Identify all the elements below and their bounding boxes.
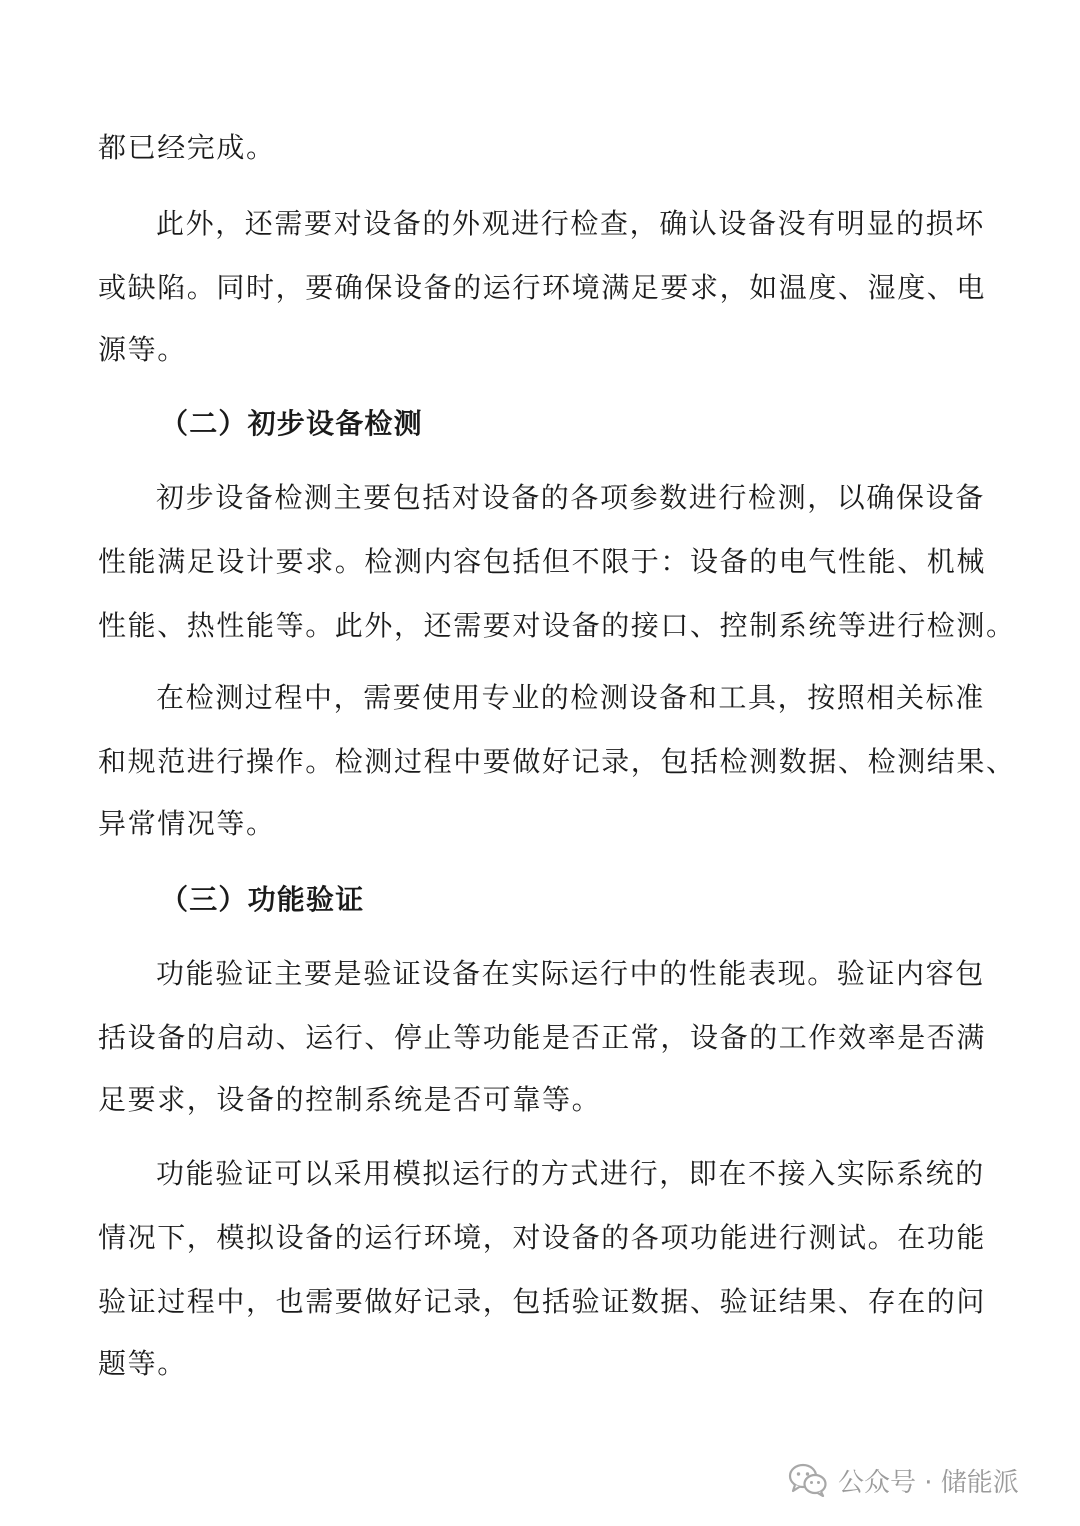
wechat-icon [788,1463,828,1497]
paragraph-line: 功能验证主要是验证设备在实际运行中的性能表现。验证内容包 [156,957,985,990]
paragraph-line: 和规范进行操作。检测过程中要做好记录，包括检测数据、检测结果、 [98,745,1016,778]
section-heading: （二）初步设备检测 [160,407,423,440]
paragraph-line: 题等。 [98,1347,187,1380]
paragraph-line: 性能、热性能等。此外，还需要对设备的接口、控制系统等进行检测。 [98,609,1016,642]
paragraph-line: 此外，还需要对设备的外观进行检查，确认设备没有明显的损坏 [156,207,985,240]
paragraph-line: 初步设备检测主要包括对设备的各项参数进行检测，以确保设备 [156,481,985,514]
section-heading: （三）功能验证 [160,883,365,916]
paragraph-line: 源等。 [98,333,187,366]
paragraph-line: 异常情况等。 [98,807,276,840]
paragraph-line: 情况下，模拟设备的运行环境，对设备的各项功能进行测试。在功能 [98,1221,987,1254]
paragraph-line: 足要求，设备的控制系统是否可靠等。 [98,1083,602,1116]
paragraph-line: 都已经完成。 [98,131,276,164]
paragraph-line: 括设备的启动、运行、停止等功能是否正常，设备的工作效率是否满 [98,1021,987,1054]
paragraph-line: 功能验证可以采用模拟运行的方式进行，即在不接入实际系统的 [156,1157,985,1190]
paragraph-line: 或缺陷。同时，要确保设备的运行环境满足要求，如温度、湿度、电 [98,271,987,304]
paragraph-line: 在检测过程中，需要使用专业的检测设备和工具，按照相关标准 [156,681,985,714]
paragraph-line: 验证过程中，也需要做好记录，包括验证数据、验证结果、存在的问 [98,1285,987,1318]
watermark-text: 公众号 · 储能派 [838,1467,1019,1498]
watermark [788,1460,1019,1500]
paragraph-line: 性能满足设计要求。检测内容包括但不限于：设备的电气性能、机械 [98,545,987,578]
